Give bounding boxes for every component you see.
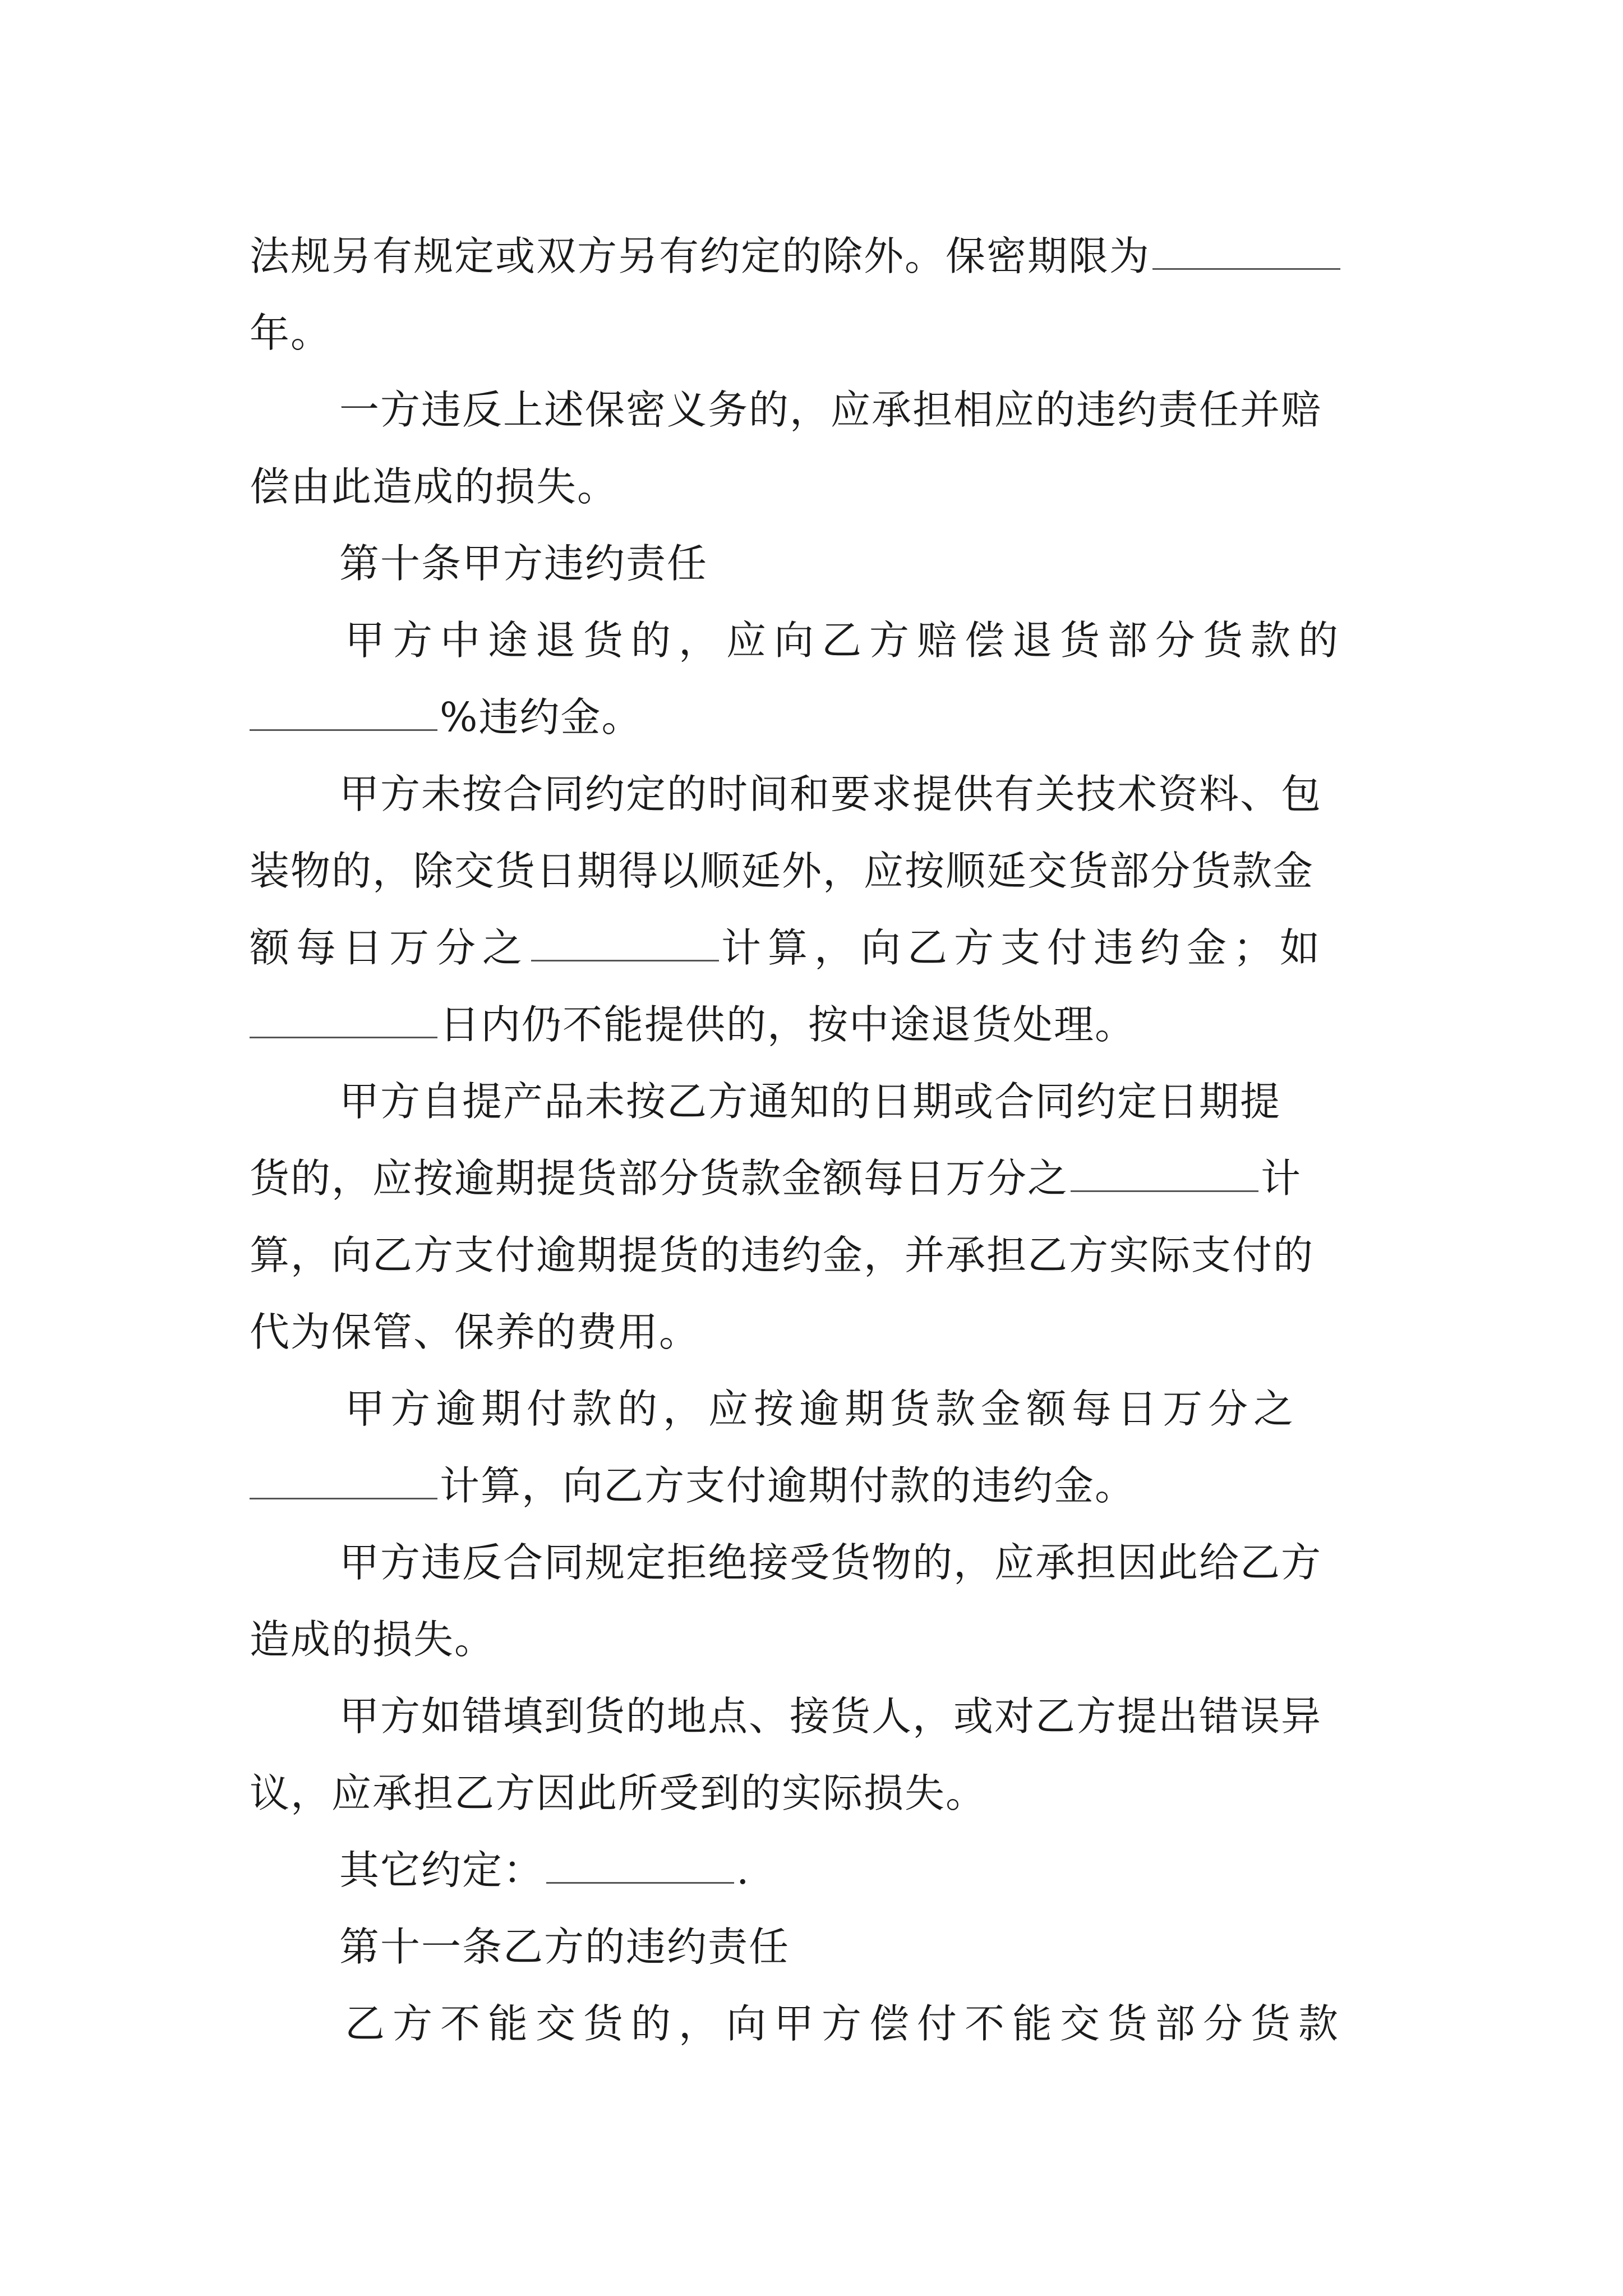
fill-in-blank — [250, 1497, 437, 1499]
text-segment: 造成的损失。 — [250, 1616, 496, 1663]
fill-in-blank — [546, 1881, 734, 1884]
text-line — [250, 1601, 1380, 1678]
fill-in-blank — [1071, 1190, 1258, 1192]
section-heading-11 — [250, 1908, 1380, 1985]
text-line — [250, 1294, 1380, 1370]
paragraph-start-line — [250, 602, 1380, 679]
section-heading-text: 第十一条乙方的违约责任 — [339, 1924, 790, 1970]
text-segment: 甲方自提产品未按乙方通知的日期或合同约定日期提 — [339, 1078, 1281, 1125]
text-segment: 日内仍不能提供的，按中途退货处理。 — [440, 1001, 1136, 1048]
text-line — [250, 1755, 1380, 1832]
text-line — [250, 1140, 1380, 1217]
paragraph-start-line — [250, 1524, 1380, 1601]
text-segment: 额每日万分之 — [250, 924, 529, 971]
paragraph-start-line — [250, 371, 1380, 448]
text-line — [250, 986, 1380, 1063]
fill-in-blank — [531, 959, 719, 961]
text-line — [250, 218, 1380, 295]
text-line — [250, 295, 1380, 371]
document-body — [250, 218, 1380, 2062]
text-segment: 计算，向乙方支付逾期付款的违约金。 — [440, 1462, 1136, 1509]
text-segment: 计算，向乙方支付违约金；如 — [721, 924, 1327, 971]
text-segment: %违约金。 — [440, 694, 643, 740]
text-segment: 甲方如错填到货的地点、接货人，或对乙方提出错误异 — [339, 1693, 1322, 1740]
text-segment: 代为保管、保养的费用。 — [250, 1309, 700, 1355]
paragraph-start-line — [250, 1063, 1380, 1140]
text-segment: 法规另有规定或双方另有约定的除外。保密期限为 — [250, 233, 1151, 279]
text-segment: 甲方中途退货的，应向乙方赔偿退货部分货款的 — [345, 617, 1347, 664]
text-segment: 装物的，除交货日期得以顺延外，应按顺延交货部分货款金 — [250, 848, 1315, 894]
text-segment: 甲方逾期付款的，应按逾期货款金额每日万分之 — [345, 1386, 1299, 1432]
text-segment: 计 — [1261, 1155, 1302, 1202]
text-line — [250, 448, 1380, 525]
paragraph-start-line — [250, 1370, 1380, 1447]
paragraph-start-line — [250, 1678, 1380, 1755]
text-line — [250, 909, 1380, 986]
section-heading-10 — [250, 525, 1380, 602]
text-segment: . — [736, 1847, 750, 1893]
fill-in-blank — [250, 729, 437, 731]
paragraph-start-line — [250, 1985, 1380, 2062]
fill-in-blank — [250, 1036, 437, 1038]
text-segment: 算，向乙方支付逾期提货的违约金，并承担乙方实际支付的 — [250, 1232, 1315, 1278]
text-segment: 偿由此造成的损失。 — [250, 463, 619, 510]
fill-in-blank — [1152, 268, 1340, 270]
text-segment: 货的，应按逾期提货部分货款金额每日万分之 — [250, 1155, 1069, 1202]
text-segment: 一方违反上述保密义务的，应承担相应的违约责任并赔 — [339, 386, 1322, 433]
text-segment: 议，应承担乙方因此所受到的实际损失。 — [250, 1770, 987, 1816]
section-heading-text: 第十条甲方违约责任 — [339, 540, 708, 587]
text-segment: 乙方不能交货的，向甲方偿付不能交货部分货款 — [345, 2000, 1347, 2047]
text-segment: 甲方未按合同约定的时间和要求提供有关技术资料、包 — [339, 771, 1322, 817]
text-line — [250, 679, 1380, 756]
text-line — [250, 1447, 1380, 1524]
text-segment: 年。 — [250, 310, 332, 356]
text-line — [250, 832, 1380, 909]
paragraph-start-line — [250, 1832, 1380, 1908]
text-line — [250, 1217, 1380, 1294]
text-segment: 甲方违反合同规定拒绝接受货物的，应承担因此给乙方 — [339, 1539, 1322, 1586]
paragraph-start-line — [250, 756, 1380, 832]
text-segment: 其它约定： — [339, 1847, 545, 1893]
